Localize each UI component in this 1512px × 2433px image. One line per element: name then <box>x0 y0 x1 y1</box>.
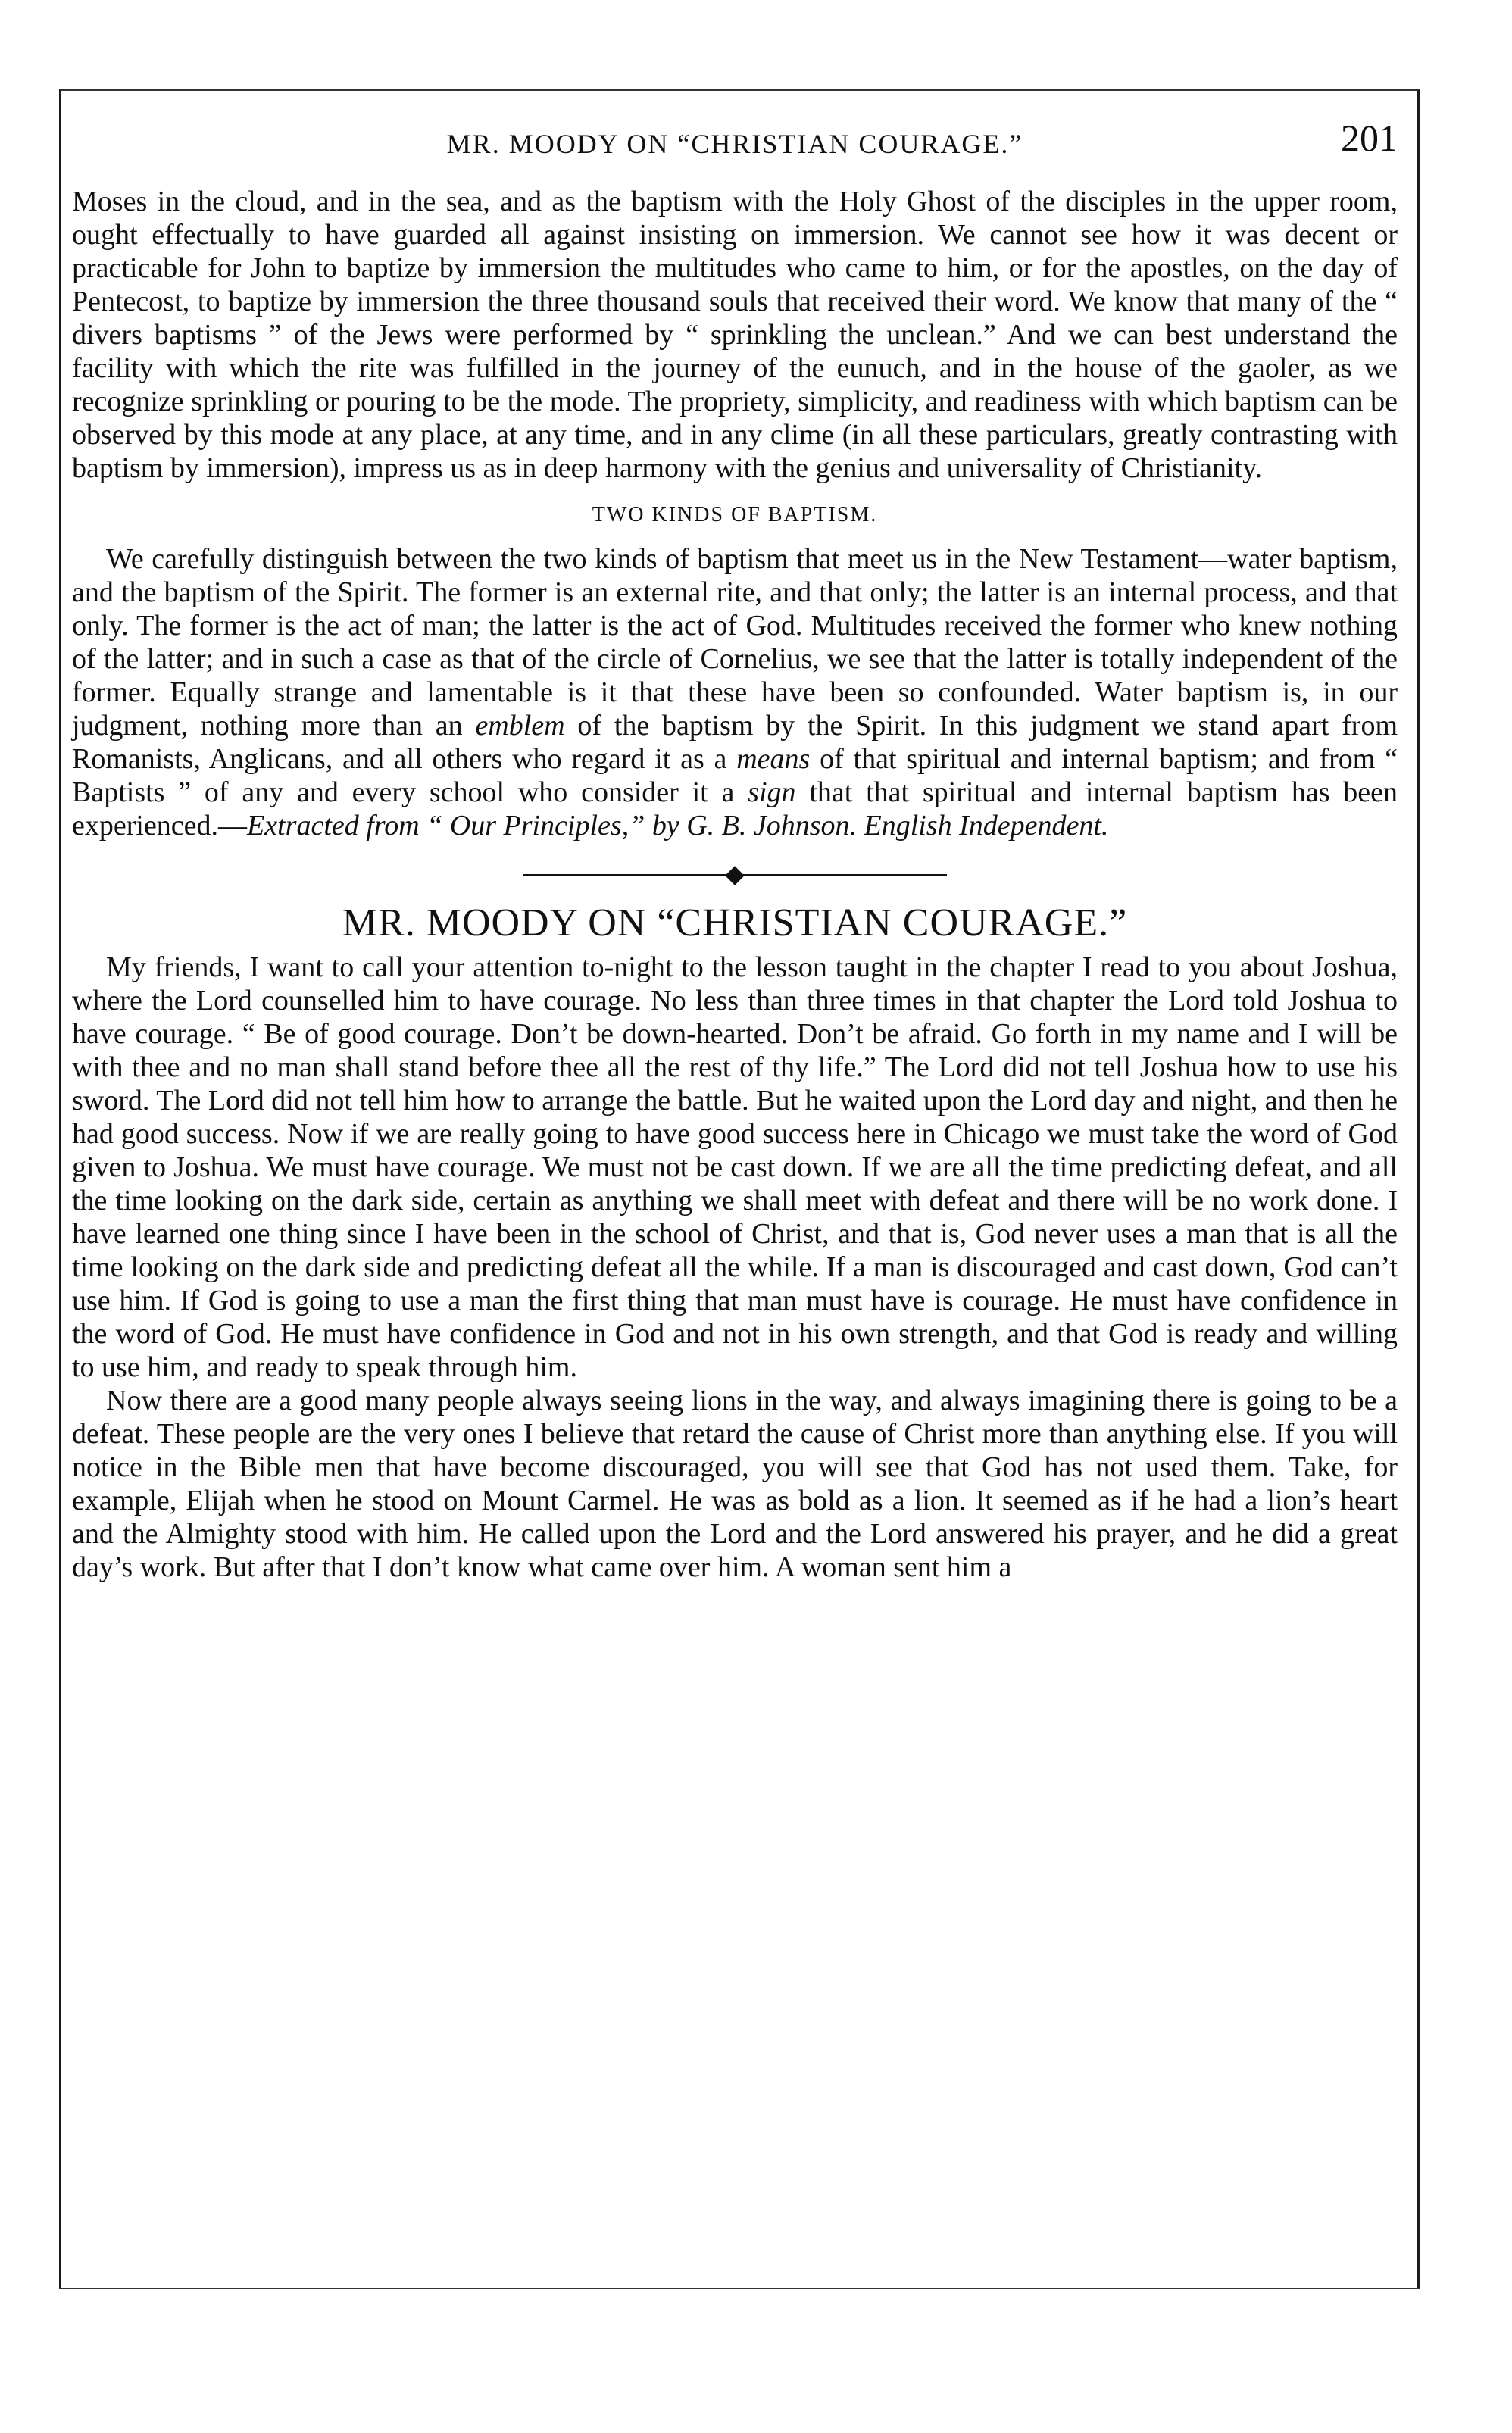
page-content <box>72 117 1398 1584</box>
page-number: 201 <box>1341 117 1398 159</box>
text-run: of that spiritual and internal baptism; and from “ Baptists ” of any and every school who consider it a <box>72 743 1398 808</box>
continued-paragraph: Moses in the cloud, and in the sea, and as the baptism with the Holy Ghost of the disciples in the upper room, ought effectually to have guarded all against insisting on immersion. We cannot see how it was decent or practicable for John to baptize by immersion the multitudes who came to him, or for the apostles, on the day of Pentecost, to baptize by immersion the three thousand souls that received their word. We know that many of the “ divers baptisms ” of the Jews were performed by “ sprinkling the unclean.” And we can best understand the facility with which the rite was fulfilled in the journey of the eunuch, and in the house of the gaoler, as we recognize sprinkling or pouring to be the mode. The propriety, simplicity, and readiness with which baptism can be observed by this mode at any place, at any time, and in any clime (in all these particulars, greatly contrasting with baptism by immersion), impress us as in deep harmony with the genius and universality of Christianity. <box>72 186 1398 484</box>
emphasis-means: means <box>736 743 811 775</box>
emphasis-emblem: emblem <box>475 710 565 742</box>
article-paragraph: Now there are a good many people always seeing lions in the way, and always imagining there is going to be a defeat. These people are the very ones I believe that retard the cause of Christ more than anything else. If you will notice in the Bible men that have become discouraged, you will see that God has not used them. Take, for example, Elijah when he stood on Mount Carmel. He was as bold as a lion. It seemed as if he had a lion’s heart and the Almighty stood with him. He called upon the Lord and the Lord answered his prayer, and he did a great day’s work. But after that I don’t know what came over him. A woman sent him a <box>72 1385 1398 1583</box>
baptism-paragraph <box>72 542 1398 842</box>
divider-ornament <box>725 866 744 885</box>
section-heading: TWO KINDS OF BAPTISM. <box>592 503 878 526</box>
running-title: MR. MOODY ON “CHRISTIAN COURAGE.” <box>446 129 1023 159</box>
running-header <box>72 117 1398 167</box>
article-paragraph: My friends, I want to call your attention to-night to the lesson taught in the chapter I read to you about Joshua, where the Lord counselled him to have courage. No less than three times in that chapter the Lord told Joshua to have courage. “ Be of good courage. Don’t be down-hearted. Don’t be afraid. Go forth in my name and I will be with thee and no man shall stand before thee all the rest of thy life.” The Lord did not tell Joshua how to use his sword. The Lord did not tell him how to arrange the battle. But he waited upon the Lord day and night, and then he had good success. Now if we are really going to have good success here in Chicago we must take the word of God given to Joshua. We must have courage. We must not be cast down. If we are all the time predicting defeat, and all the time looking on the dark side, certain as anything we shall meet with defeat and there will be no work done. I have learned one thing since I have been in the school of Christ, and that is, God never uses a man that is all the time looking on the dark side and predicting defeat all the while. If a man is discouraged and cast down, God can’t use him. If God is going to use a man the first thing that man must have is courage. He must have confidence in the word of God. He must have confidence in God and not in his own strength, and that God is ready and willing to use him, and ready to speak through him. <box>72 951 1398 1383</box>
text-run: that that spiritual and internal baptism has been experienced.— <box>72 776 1398 842</box>
text-run: of the baptism by the Spirit. In this judgment we stand apart from Romanists, Anglicans, and all others who regard it as a <box>72 710 1398 775</box>
emphasis-sign: sign <box>748 776 796 808</box>
source-citation: Extracted from “ Our Principles,” by G. B. Johnson. English Independent. <box>247 810 1109 842</box>
text-run: We carefully distinguish between the two kinds of baptism that meet us in the New Testament—water baptism, and the baptism of the Spirit. The former is an external rite, and that only; the latter is an internal process, and that only. The former is the act of man; the latter is the act of God. Multitudes received the former who knew nothing of the latter; and in such a case as that of the circle of Cornelius, we see that the latter is totally independent of the former. Equally strange and lamentable is it that these have been so confounded. Water baptism is, in our judgment, nothing more than an <box>72 543 1398 742</box>
article-title: MR. MOODY ON “CHRISTIAN COURAGE.” <box>342 901 1128 945</box>
ornamental-divider <box>523 874 947 879</box>
